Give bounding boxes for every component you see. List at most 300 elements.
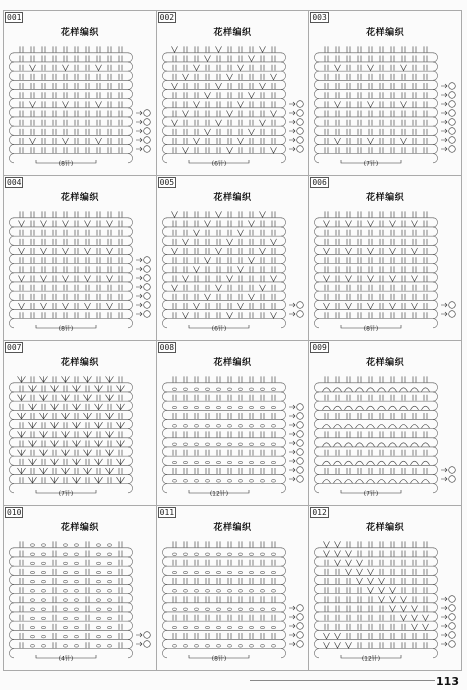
stitch-mark	[42, 129, 45, 135]
stitch-mark	[358, 624, 361, 630]
stitch-mark	[250, 285, 253, 291]
stitch-mark	[346, 221, 352, 227]
turning-chain-left	[10, 117, 15, 126]
stitch-mark	[402, 376, 405, 382]
stitch-mark	[204, 221, 210, 227]
stitch-mark	[227, 388, 231, 390]
stitch-mark	[63, 221, 69, 227]
stitch-mark	[86, 312, 89, 318]
stitch-mark	[173, 65, 176, 71]
stitch-mark	[413, 74, 416, 80]
turning-chain-left	[162, 474, 167, 483]
stitch-mark	[119, 83, 122, 89]
stitch-mark	[325, 65, 328, 71]
stitch-mark	[205, 443, 209, 445]
stitch-mark	[117, 386, 125, 392]
stitch-mark	[325, 74, 328, 80]
turning-chain-left	[315, 447, 320, 456]
turning-chain-right	[128, 282, 133, 291]
row-number-marker	[296, 623, 303, 630]
stitch-mark	[86, 294, 89, 300]
turning-chain-left	[162, 401, 167, 410]
stitch-count-label: (6针)	[211, 325, 226, 333]
stitch-mark	[402, 120, 405, 126]
turning-chain-right	[433, 108, 438, 117]
stitch-mark	[53, 276, 56, 282]
turning-chain-left	[162, 438, 167, 447]
row-number-marker	[296, 119, 303, 126]
stitch-mark	[358, 431, 361, 437]
stitch-mark	[42, 386, 45, 392]
turning-chain-left	[315, 392, 320, 401]
turning-chain-left	[10, 319, 15, 328]
stitch-mark	[30, 581, 34, 583]
stitch-mark	[400, 480, 408, 484]
stitch-mark	[250, 395, 253, 401]
stitch-mark	[261, 92, 264, 98]
stitch-mark	[325, 56, 328, 62]
stitch-mark	[261, 431, 264, 437]
stitch-mark	[206, 450, 209, 456]
turning-chain-left	[162, 309, 167, 318]
stitch-mark	[75, 285, 78, 291]
row-direction-arrow	[136, 120, 142, 124]
turning-chain-left	[162, 62, 167, 71]
stitch-mark	[272, 294, 275, 300]
stitch-mark	[402, 395, 405, 401]
stitch-mark	[86, 386, 89, 392]
stitch-mark	[73, 441, 81, 447]
row-number-marker	[449, 128, 456, 135]
stitch-mark	[369, 294, 372, 300]
stitch-mark	[217, 312, 220, 318]
stitch-mark	[250, 120, 253, 126]
stitch-mark	[390, 221, 396, 227]
stitch-mark	[64, 404, 67, 410]
turning-chain-left	[162, 447, 167, 456]
stitch-mark	[347, 65, 350, 71]
stitch-mark	[413, 211, 416, 217]
stitch-mark	[193, 65, 199, 71]
stitch-mark	[250, 83, 253, 89]
stitch-mark	[358, 587, 361, 593]
stitch-mark	[336, 431, 339, 437]
stitch-mark	[75, 92, 78, 98]
stitch-mark	[184, 257, 187, 263]
stitch-count-label: (6针)	[211, 160, 226, 168]
stitch-mark	[63, 553, 67, 555]
stitch-mark	[402, 147, 405, 153]
stitch-mark	[64, 147, 67, 153]
stitch-mark	[413, 65, 416, 71]
stitch-mark	[402, 46, 405, 52]
stitch-mark	[86, 101, 89, 107]
stitch-mark	[64, 230, 67, 236]
stitch-mark	[117, 404, 125, 410]
stitch-mark	[119, 111, 122, 117]
stitch-mark	[206, 211, 209, 217]
stitch-mark	[195, 147, 198, 153]
turning-chain-left	[162, 245, 167, 254]
stitch-mark	[173, 596, 176, 602]
turning-chain-left	[10, 484, 15, 493]
stitch-mark	[228, 615, 231, 621]
stitch-mark	[239, 92, 242, 98]
stitch-mark	[261, 56, 264, 62]
crochet-chart-svg	[8, 37, 152, 175]
stitch-mark	[380, 120, 383, 126]
stitch-mark	[53, 230, 56, 236]
turning-chain-left	[315, 273, 320, 282]
stitch-mark	[119, 395, 122, 401]
stitch-mark	[391, 239, 394, 245]
stitch-mark	[391, 129, 394, 135]
stitch-mark	[53, 395, 56, 401]
stitch-mark	[324, 303, 330, 309]
stitch-mark	[53, 211, 56, 217]
stitch-mark	[20, 211, 23, 217]
stitch-mark	[334, 443, 342, 447]
stitch-mark	[108, 111, 111, 117]
row-direction-arrow	[289, 111, 295, 115]
stitch-mark	[369, 257, 372, 263]
stitch-mark	[30, 138, 36, 144]
stitch-mark	[413, 46, 416, 52]
stitch-mark	[119, 248, 122, 254]
stitch-mark	[53, 624, 56, 630]
stitch-mark	[336, 230, 339, 236]
turning-chain-right	[128, 630, 133, 639]
stitch-mark	[205, 461, 209, 463]
stitch-mark	[248, 221, 254, 227]
stitch-mark	[250, 615, 253, 621]
stitch-mark	[63, 571, 67, 573]
stitch-mark	[86, 111, 89, 117]
turning-chain-right	[433, 218, 438, 227]
stitch-mark	[391, 395, 394, 401]
stitch-mark	[217, 230, 220, 236]
stitch-mark	[97, 395, 100, 401]
turning-chain-left	[315, 227, 320, 236]
row-number-marker	[296, 605, 303, 612]
stitch-mark	[31, 468, 34, 474]
stitch-mark	[325, 230, 328, 236]
stitch-mark	[183, 480, 187, 482]
row-direction-arrow	[136, 138, 142, 142]
stitch-mark	[195, 74, 198, 80]
row-number-marker	[296, 302, 303, 309]
stitch-mark	[238, 626, 242, 628]
stitch-mark	[173, 101, 176, 107]
stitch-mark	[250, 303, 253, 309]
stitch-mark	[413, 101, 416, 107]
stitch-mark	[107, 626, 111, 628]
turning-chain-right	[433, 465, 438, 474]
crochet-chart	[161, 202, 305, 340]
stitch-mark	[74, 544, 78, 546]
turning-chain-right	[128, 117, 133, 126]
turning-chain-left	[315, 410, 320, 419]
stitch-mark	[64, 441, 67, 447]
row-direction-arrow	[289, 303, 295, 307]
stitch-mark	[250, 376, 253, 382]
stitch-mark	[345, 480, 353, 484]
turning-chain-right	[433, 53, 438, 62]
turning-chain-left	[10, 383, 15, 392]
stitch-mark	[347, 596, 350, 602]
stitch-mark	[86, 404, 89, 410]
stitch-mark	[119, 431, 122, 437]
stitch-mark	[261, 230, 264, 236]
turning-chain-right	[281, 575, 286, 584]
stitch-mark	[119, 285, 122, 291]
stitch-mark	[412, 303, 418, 309]
stitch-mark	[358, 111, 361, 117]
turning-chain-left	[315, 594, 320, 603]
stitch-mark	[413, 147, 416, 153]
turning-chain-right	[433, 99, 438, 108]
pattern-panel	[309, 176, 462, 341]
stitch-mark	[53, 431, 56, 437]
stitch-mark	[334, 480, 342, 484]
stitch-mark	[369, 642, 372, 648]
turning-chain-right	[128, 291, 133, 300]
stitch-mark	[261, 303, 264, 309]
turning-chain-right	[281, 245, 286, 254]
stitch-mark	[369, 129, 372, 135]
stitch-mark	[411, 443, 419, 447]
stitch-mark	[107, 581, 111, 583]
pattern-number: 011	[159, 508, 175, 517]
stitch-mark	[41, 571, 45, 573]
stitch-mark	[63, 581, 67, 583]
row-direction-arrow	[136, 276, 142, 280]
stitch-mark	[391, 312, 394, 318]
stitch-mark	[391, 615, 394, 621]
stitch-mark	[86, 129, 89, 135]
stitch-mark	[63, 645, 67, 647]
stitch-mark	[97, 450, 100, 456]
stitch-mark	[53, 101, 56, 107]
stitch-mark	[18, 395, 26, 401]
stitch-mark	[227, 480, 231, 482]
turning-chain-left	[162, 639, 167, 648]
stitch-mark	[249, 608, 253, 610]
stitch-mark	[227, 406, 231, 408]
stitch-mark	[182, 239, 188, 245]
stitch-mark	[172, 406, 176, 408]
stitch-mark	[204, 294, 210, 300]
row-number-marker	[296, 101, 303, 108]
stitch-mark	[108, 74, 111, 80]
stitch-mark	[184, 138, 187, 144]
turning-chain-right	[433, 117, 438, 126]
turning-chain-right	[128, 603, 133, 612]
stitch-mark	[239, 46, 242, 52]
stitch-mark	[195, 541, 198, 547]
stitch-mark	[97, 431, 100, 437]
stitch-mark	[108, 257, 111, 263]
crochet-chart-svg	[161, 37, 305, 175]
stitch-mark	[86, 239, 89, 245]
stitch-mark	[216, 425, 220, 427]
stitch-mark	[358, 257, 361, 263]
stitch-mark	[336, 239, 339, 245]
stitch-mark	[402, 551, 405, 557]
row-direction-arrow	[289, 312, 295, 316]
turning-chain-left	[10, 227, 15, 236]
stitch-mark	[336, 303, 339, 309]
row-number-marker	[296, 110, 303, 117]
stitch-mark	[250, 541, 253, 547]
stitch-mark	[86, 642, 89, 648]
stitch-mark	[358, 541, 361, 547]
row-direction-arrow	[136, 303, 142, 307]
stitch-mark	[30, 562, 34, 564]
stitch-mark	[108, 92, 111, 98]
stitch-mark	[31, 395, 34, 401]
stitch-mark	[63, 617, 67, 619]
row-direction-arrow	[289, 624, 295, 628]
turning-chain-left	[10, 291, 15, 300]
turning-chain-right	[128, 218, 133, 227]
turning-chain-right	[281, 484, 286, 493]
stitch-mark	[260, 425, 264, 427]
stitch-mark	[117, 441, 125, 447]
stitch-mark	[369, 606, 372, 612]
stitch-mark	[97, 221, 100, 227]
stitch-mark	[347, 211, 350, 217]
stitch-mark	[106, 413, 114, 419]
turning-chain-right	[433, 71, 438, 80]
stitch-mark	[18, 431, 26, 437]
turning-chain-right	[433, 309, 438, 318]
turning-chain-left	[162, 484, 167, 493]
stitch-mark	[336, 569, 339, 575]
stitch-mark	[325, 624, 328, 630]
stitch-mark	[215, 248, 221, 254]
stitch-mark	[53, 468, 56, 474]
stitch-mark	[173, 413, 176, 419]
stitch-mark	[30, 544, 34, 546]
stitch-mark	[424, 606, 427, 612]
row-direction-arrow	[441, 111, 447, 115]
stitch-mark	[345, 443, 353, 447]
stitch-mark	[206, 312, 209, 318]
turning-chain-left	[10, 300, 15, 309]
row-direction-arrow	[136, 285, 142, 289]
stitch-mark	[261, 596, 264, 602]
turning-chain-left	[10, 71, 15, 80]
stitch-mark	[108, 404, 111, 410]
stitch-mark	[206, 303, 209, 309]
stitch-mark	[75, 138, 78, 144]
stitch-mark	[260, 461, 264, 463]
stitch-mark	[272, 211, 275, 217]
stitch-mark	[42, 46, 45, 52]
stitch-mark	[380, 147, 383, 153]
stitch-mark	[184, 248, 187, 254]
stitch-mark	[31, 312, 34, 318]
turning-chain-right	[281, 71, 286, 80]
stitch-mark	[75, 83, 78, 89]
stitch-mark	[119, 596, 122, 602]
stitch-mark	[18, 413, 26, 419]
stitch-mark	[413, 431, 416, 437]
stitch-mark	[325, 266, 328, 272]
turning-chain-right	[128, 154, 133, 163]
stitch-mark	[86, 120, 89, 126]
turning-chain-left	[162, 154, 167, 163]
stitch-mark	[97, 147, 100, 153]
stitch-mark	[31, 111, 34, 117]
stitch-mark	[413, 129, 416, 135]
stitch-mark	[95, 386, 103, 392]
turning-chain-right	[433, 62, 438, 71]
stitch-mark	[391, 211, 394, 217]
turning-chain-left	[162, 291, 167, 300]
stitch-mark	[20, 541, 23, 547]
stitch-mark	[250, 101, 253, 107]
stitch-mark	[216, 406, 220, 408]
pattern-title: 花样编织	[213, 28, 252, 38]
stitch-mark	[97, 129, 100, 135]
stitch-mark	[96, 571, 100, 573]
stitch-mark	[42, 285, 45, 291]
stitch-mark	[97, 74, 100, 80]
stitch-mark	[402, 560, 405, 566]
stitch-mark	[347, 376, 350, 382]
stitch-mark	[411, 480, 419, 484]
stitch-mark	[270, 74, 276, 80]
turning-chain-left	[315, 575, 320, 584]
stitch-mark	[356, 443, 364, 447]
stitch-mark	[53, 560, 56, 566]
pattern-panel	[4, 506, 157, 671]
row-number-marker	[296, 431, 303, 438]
stitch-mark	[239, 294, 242, 300]
pattern-panel	[157, 506, 310, 671]
stitch-mark	[30, 571, 34, 573]
stitch-mark	[380, 65, 383, 71]
turning-chain-right	[433, 227, 438, 236]
turning-chain-right	[433, 621, 438, 630]
pattern-number: 008	[159, 343, 175, 352]
stitch-mark	[173, 312, 176, 318]
turning-chain-left	[315, 99, 320, 108]
turning-chain-left	[10, 62, 15, 71]
stitch-mark	[378, 443, 386, 447]
turning-chain-left	[162, 89, 167, 98]
stitch-mark	[380, 541, 383, 547]
stitch-mark	[358, 294, 361, 300]
stitch-mark	[194, 571, 198, 573]
row-direction-arrow	[441, 129, 447, 133]
stitch-mark	[413, 120, 416, 126]
stitch-mark	[42, 211, 45, 217]
stitch-mark	[271, 406, 275, 408]
stitch-mark	[380, 615, 383, 621]
stitch-mark	[63, 599, 67, 601]
turning-chain-right	[281, 474, 286, 483]
row-number-marker	[449, 146, 456, 153]
stitch-mark	[369, 468, 372, 474]
stitch-mark	[30, 617, 34, 619]
stitch-mark	[172, 590, 176, 592]
stitch-mark	[424, 248, 427, 254]
stitch-mark	[358, 230, 361, 236]
stitch-mark	[226, 239, 232, 245]
